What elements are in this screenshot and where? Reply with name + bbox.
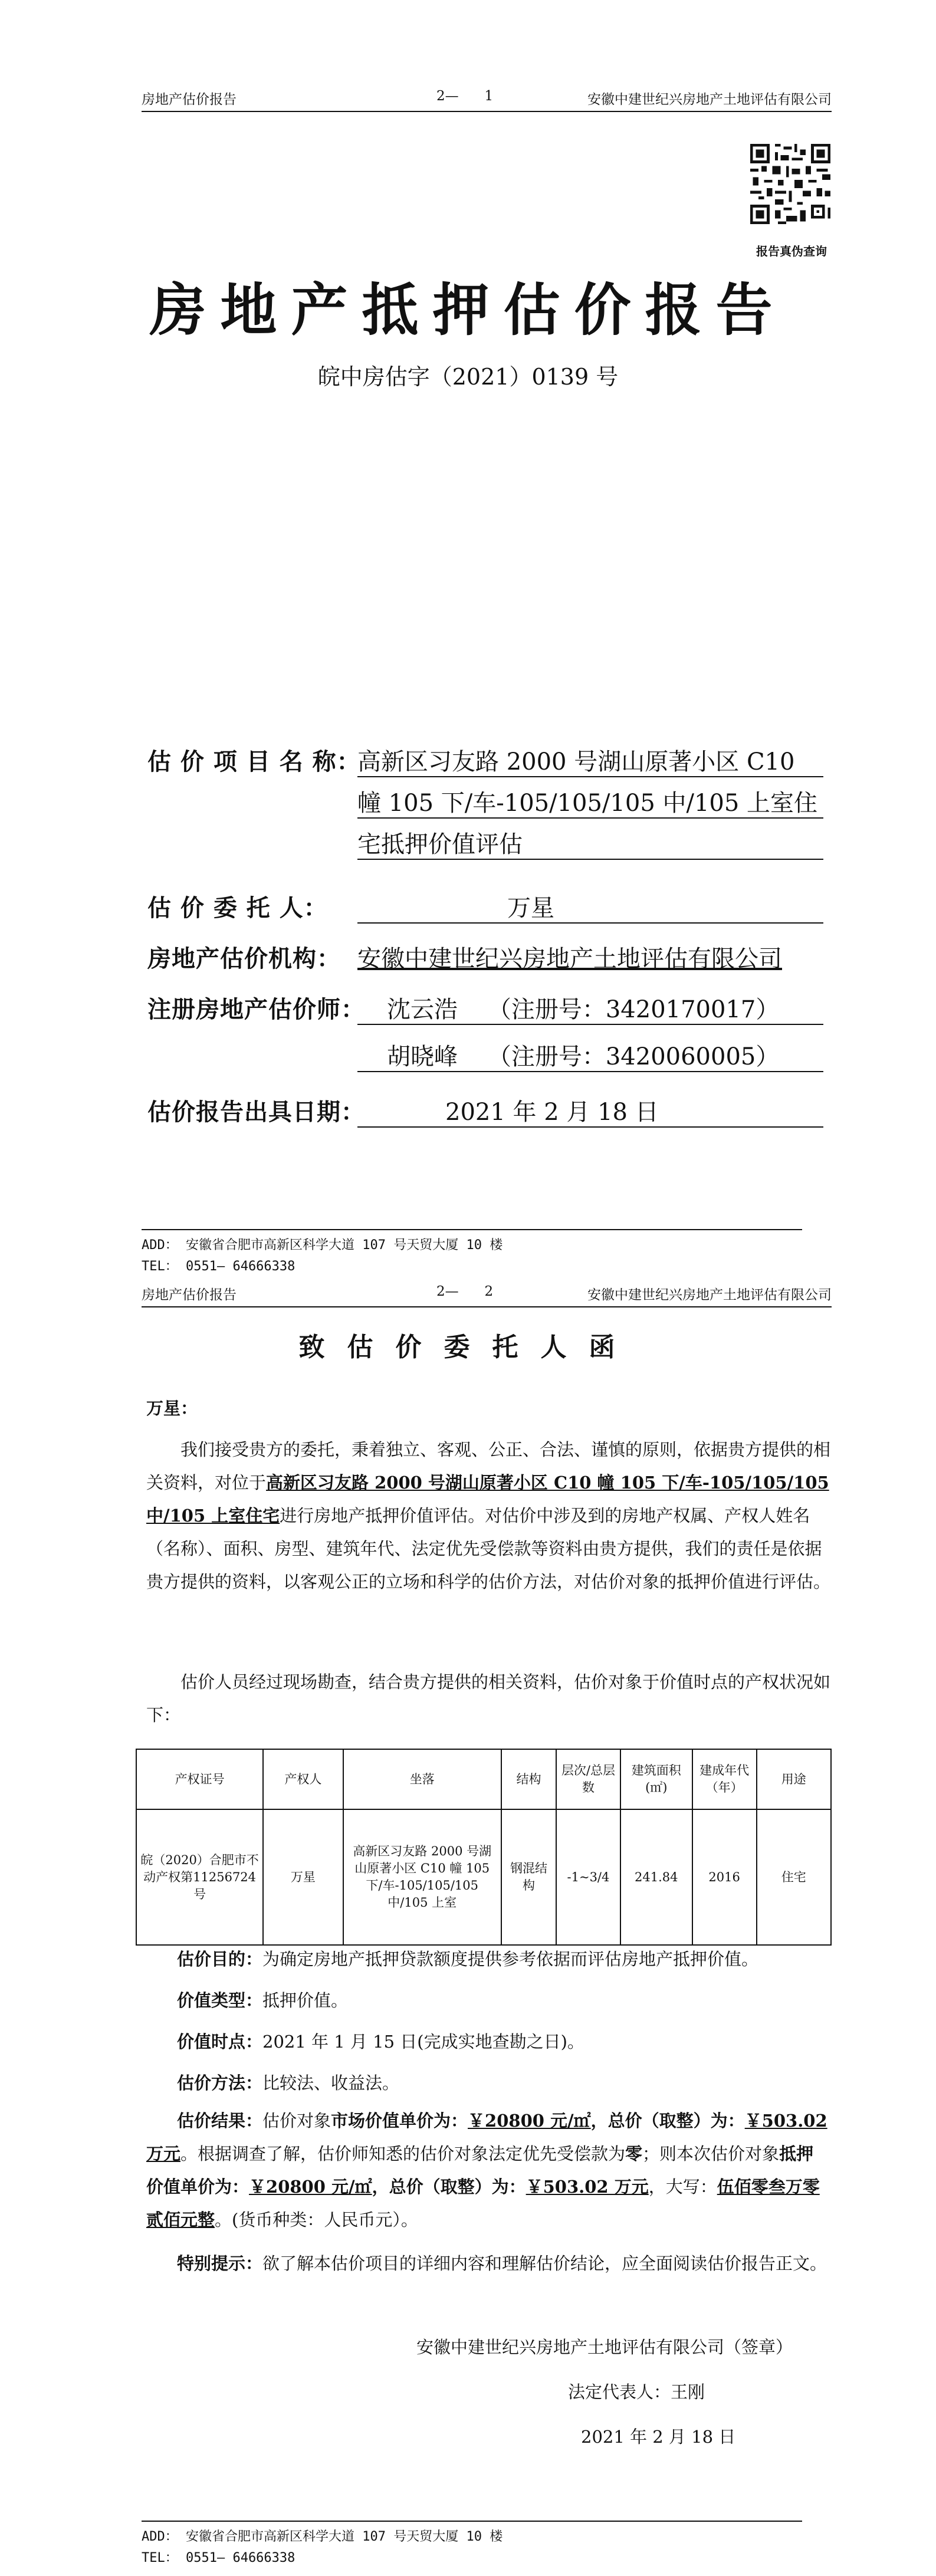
report-title: 房地产抵押估价报告	[149, 277, 787, 343]
cell: 皖（2020）合肥市不动产权第11256724号	[136, 1809, 263, 1945]
header-company: 安徽中建世纪兴房地产土地评估有限公司	[587, 1287, 832, 1303]
project-line-3: 宅抵押价值评估	[357, 831, 523, 858]
underline	[357, 1126, 823, 1128]
method-line	[177, 2070, 399, 2094]
result-paragraph	[146, 2104, 830, 2236]
underline	[357, 1024, 823, 1025]
header-left: 房地产估价报告	[142, 92, 237, 107]
cell: 住宅	[757, 1809, 832, 1945]
p1-address: 高新区习友路 2000 号湖山原著小区 C10 幢 105 下/车-105/105/105 中/105 上室住宅	[146, 1473, 829, 1526]
result-text: 。(货币种类：人民币元）。	[215, 2210, 418, 2230]
purpose-value: 为确定房地产抵押贷款额度提供参考依据而评估房地产抵押价值。	[262, 1949, 759, 1969]
footer-divider	[142, 1229, 802, 1230]
value-date-label: 价值时点：	[177, 2032, 263, 2052]
col-header: 产权证号	[136, 1749, 263, 1809]
letter-paragraph-2: 估价人员经过现场勘查，结合贵方提供的相关资料，估价对象于价值时点的产权状况如下：	[146, 1672, 831, 1725]
table-header-row	[136, 1749, 831, 1809]
header-page-number: 2— 2	[436, 1284, 494, 1299]
value-type-value: 抵押价值。	[262, 1990, 349, 2010]
result-text: ；则本次估价对象	[642, 2144, 780, 2164]
cover-page	[0, 0, 936, 1283]
cell: 万星	[263, 1809, 343, 1945]
method-value: 比较法、收益法。	[262, 2073, 400, 2093]
special-text: 欲了解本估价项目的详细内容和理解估价结论，应全面阅读估价报告正文。	[262, 2253, 827, 2273]
market-unit-price: ￥20800 元/㎡	[468, 2111, 591, 2131]
mortgage-unit-price: ￥20800 元/㎡	[249, 2177, 372, 2197]
footer-phone: TEL： 0551— 64666338	[142, 1259, 295, 1274]
cell: 241.84	[620, 1809, 692, 1945]
value-type-line	[177, 1987, 348, 2012]
special-note	[146, 2247, 830, 2280]
letter-title: 致估价委托人函	[298, 1332, 638, 1362]
p1-text-b: 进行房地产抵押价值评估。对估价中涉及到的房地产权属、产权人姓名（名称）、面积、房型、建筑年代、法定优先受偿款等资料由贵方提供，我们的责任是依据贵方提供的资料，以客观公正的立场和科学的估价方法，对估价对象的抵押价值进行评估。	[146, 1506, 831, 1592]
result-text: ，大写：	[648, 2177, 717, 2197]
table-row	[136, 1809, 831, 1945]
result-text: ，总价（取整）为：	[372, 2177, 526, 2197]
col-header: 用途	[757, 1749, 832, 1809]
underline	[357, 859, 823, 860]
project-label: 估 价 项 目 名 称：	[147, 748, 361, 776]
footer-phone: TEL： 0551— 64666338	[142, 2551, 295, 2565]
result-label: 估价结果：	[177, 2111, 263, 2131]
project-line-2: 幢 105 下/车-105/105/105 中/105 上室住	[357, 790, 818, 817]
client-value: 万星	[507, 895, 554, 922]
date-label: 估价报告出具日期：	[147, 1098, 365, 1126]
header-page-number: 2— 1	[436, 88, 494, 104]
value-type-label: 价值类型：	[177, 1990, 263, 2010]
total-in-words: 伍佰零叁万零贰佰元整	[146, 2177, 820, 2230]
company-signature: 安徽中建世纪兴房地产土地评估有限公司（签章）	[416, 2337, 793, 2357]
purpose-line	[177, 1946, 758, 1970]
result-text: 估价对象	[262, 2111, 331, 2131]
method-label: 估价方法：	[177, 2073, 263, 2093]
qr-caption: 报告真伪查询	[756, 244, 827, 258]
page-header	[142, 87, 832, 112]
client-label: 估 价 委 托 人：	[147, 894, 328, 922]
col-header: 建筑面积(㎡)	[620, 1749, 692, 1809]
result-text: 。根据调查了解，估价师知悉的估价对象法定优先受偿款为	[180, 2144, 626, 2164]
org-label: 房地产估价机构：	[147, 945, 341, 972]
col-header: 坐落	[343, 1749, 501, 1809]
col-header: 结构	[501, 1749, 556, 1809]
footer-address: ADD： 安徽省合肥市高新区科学大道 107 号天贸大厦 10 楼	[142, 1238, 503, 1253]
appraiser-1: 沈云浩 （注册号：3420170017）	[387, 996, 780, 1023]
mortgage-total-price: ￥503.02 万元	[526, 2177, 649, 2197]
appraiser-2: 胡晓峰 （注册号：3420060005）	[387, 1043, 780, 1070]
priority-amount: 零	[625, 2144, 643, 2164]
underline	[357, 922, 823, 924]
special-label: 特别提示：	[177, 2253, 263, 2273]
result-text: 市场价值单价为：	[331, 2111, 468, 2131]
purpose-label: 估价目的：	[177, 1949, 263, 1969]
p1-text-a: 我们接受贵方的委托，秉着独立、客观、公正、合法、谨慎的原则，依据贵方提供的相关资料，对位于	[146, 1440, 831, 1493]
cell: 高新区习友路 2000 号湖山原著小区 C10 幢 105 下/车-105/105/105 中/105 上室	[343, 1809, 501, 1945]
underline	[357, 817, 823, 819]
org-value: 安徽中建世纪兴房地产土地评估有限公司	[357, 945, 782, 972]
document-number: 皖中房估字（2021）0139 号	[317, 364, 619, 390]
cell: 钢混结构	[501, 1809, 556, 1945]
col-header: 层次/总层数	[556, 1749, 620, 1809]
property-table	[136, 1749, 832, 1946]
value-date-value: 2021 年 1 月 15 日(完成实地查勘之日)。	[262, 2032, 584, 2052]
underline	[357, 1071, 823, 1072]
appraiser-label: 注册房地产估价师：	[147, 995, 365, 1023]
underline	[357, 776, 823, 777]
legal-representative: 法定代表人：王刚	[568, 2382, 705, 2402]
page-header-2	[142, 1283, 832, 1307]
letter-date: 2021 年 2 月 18 日	[581, 2427, 736, 2447]
value-date-line	[177, 2029, 584, 2053]
header-left: 房地产估价报告	[142, 1287, 237, 1303]
result-text: 抵押价值单价为：	[146, 2144, 814, 2197]
date-value: 2021 年 2 月 18 日	[445, 1099, 659, 1126]
letter-salutation: 万星：	[146, 1398, 198, 1418]
market-total-price: ￥503.02 万元	[146, 2111, 827, 2164]
qr-code-icon[interactable]	[750, 144, 830, 224]
footer-divider	[142, 2521, 802, 2522]
header-company: 安徽中建世纪兴房地产土地评估有限公司	[587, 92, 832, 107]
result-text: ，总价（取整）为：	[590, 2111, 745, 2131]
cell: -1~3/4	[556, 1809, 620, 1945]
letter-paragraph-1	[146, 1433, 830, 1598]
col-header: 建成年代（年）	[692, 1749, 757, 1809]
footer-address: ADD： 安徽省合肥市高新区科学大道 107 号天贸大厦 10 楼	[142, 2529, 503, 2544]
col-header: 产权人	[263, 1749, 343, 1809]
project-line-1: 高新区习友路 2000 号湖山原著小区 C10	[357, 748, 795, 776]
cell: 2016	[692, 1809, 757, 1945]
